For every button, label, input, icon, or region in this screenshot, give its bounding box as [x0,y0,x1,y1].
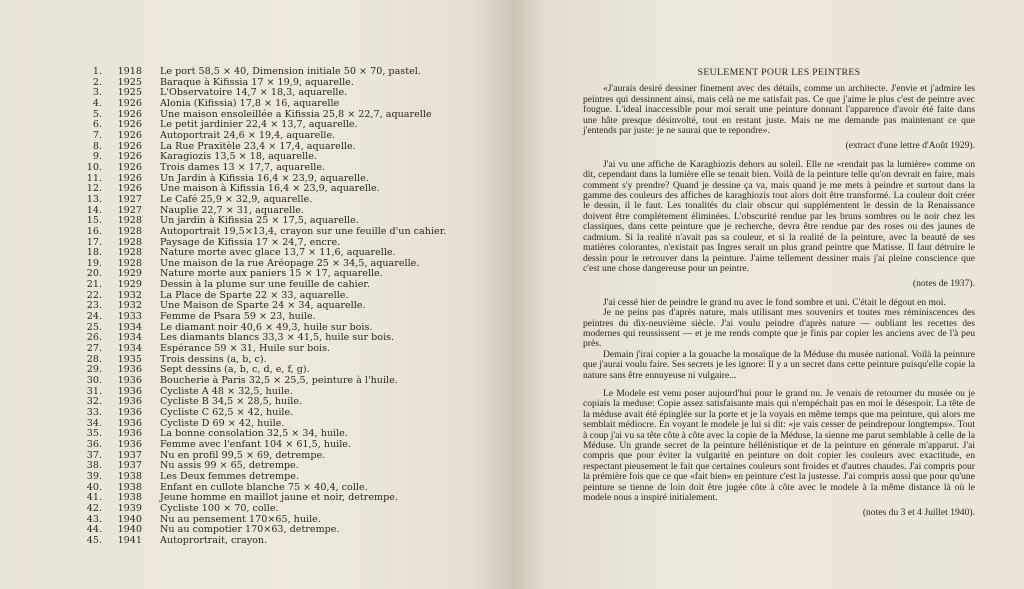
item-year: 1926 [117,183,142,195]
paragraph: Je ne peins pas d'après nature, mais utilisant mes souvenirs et toutes mes réminiscences des peintres du dix-neuvième siècle. J'ai voulu peindre d'après nature — oubliant les recettes des modernes qui reussissent — et je me rends compte que je finis par copier les anciens avec de l'à peu près. [583,307,975,350]
item-year: 1929 [117,268,142,280]
item-title: Cycliste B 34,5 × 28,5, huile. [160,396,303,408]
source-note: (notes de 1937). [912,278,975,290]
item-title: Nu au pensement 170×65, huile. [160,513,321,525]
item-number: 10. [86,161,102,173]
item-number: 39. [86,470,102,482]
item-year: 1928 [117,236,142,248]
item-title: La Place de Sparte 22 × 33, aquarelle. [160,289,349,301]
item-year: 1926 [117,119,142,131]
item-year: 1928 [117,247,142,259]
item-year: 1936 [117,364,142,376]
item-title: Autoprortrait, crayon. [160,534,268,546]
item-year: 1940 [117,524,142,536]
item-number: 37. [86,449,102,461]
item-number: 41. [86,492,102,504]
item-number: 29. [86,364,102,376]
item-number: 12. [86,183,102,195]
item-number: 27. [86,343,102,355]
item-year: 1936 [117,417,142,429]
item-number: 7. [92,129,102,141]
item-year: 1932 [117,300,142,312]
item-number: 44. [86,524,102,536]
item-number: 24. [86,311,102,323]
item-year: 1928 [117,257,142,269]
item-number: 32. [86,396,102,408]
item-year: 1938 [117,481,142,493]
item-title: Cycliste A 48 × 32,5, huile. [160,385,293,397]
item-number: 22. [86,289,102,301]
item-year: 1934 [117,321,142,333]
item-year: 1938 [117,492,142,504]
item-year: 1929 [117,279,142,291]
item-year: 1933 [117,311,142,323]
list-item [80,163,446,174]
paragraph: Le Modele est venu poser aujourd'hui pour le grand nu. Je venais de retourner du musée ou je copiais la meduse: Copie assez satisfaisante mais qui n'empéchait pas en moi le désespoir. La tête de la méduse avait été épinglée sur la porte et je la voyais en même temps que ma peinture, qui alors me semblait médiocre. En voyant le modele je lui si dit: «je vais cesser de peindrepour longtemps». Tout à coup j'ai vu sa tête côte à côte avec la copie de la Méduse, la sienne me parut semblable à celle de la Méduse. Un grande secret de la peinture héllénistique et de la peinture en génerale m'apparut. J'ai compris que pour éviter la vulgarité en peinture on doit copier les couleurs avec exactitude, en respectant pieusement le fait que certaines couleurs sont froides et d'autres chaudes. J'ai compris pour la prémière fois que ce que «fait bien» en peinture c'est la justesse. J'ai compris aussi que pour qu'une peinture se tienne de loin doit être jugée côte à côte avec le modele à la même distance là où le modele nous a inspiré initialement. [583,387,975,504]
item-number: 2. [92,76,102,88]
item-number: 19. [86,257,102,269]
item-number: 1. [92,66,102,77]
page-title: SEULEMENT POUR LES PEINTRES [697,67,861,78]
item-year: 1936 [117,428,142,440]
item-year: 1936 [117,375,142,387]
item-number: 6. [92,119,102,131]
item-year: 1936 [117,438,142,450]
item-year: 1938 [117,470,142,482]
item-number: 30. [86,375,102,387]
item-year: 1934 [117,343,142,355]
item-year: 1927 [117,204,142,216]
item-year: 1935 [117,353,142,365]
item-number: 3. [92,87,102,99]
item-title: Femme avec l'enfant 104 × 61,5, huile. [160,438,352,450]
item-number: 5. [92,108,102,120]
list-item [80,195,446,206]
right-page-text [583,68,975,527]
item-title: Un Jardin à Kifissia 16,4 × 23,9, aquarelle. [160,172,369,184]
item-year: 1926 [117,140,142,152]
item-title: Nu assis 99 × 65, detrempe. [160,460,299,472]
item-year: 1925 [117,87,142,99]
item-year: 1928 [117,215,142,227]
item-number: 45. [86,534,102,546]
paragraph: Demain j'irai copier a la gouache la mosaïque de la Méduse du musée national. Voilà la peinture que j'aurai voulu faire. Ses secrets je les ignore: Il y a un secret dans cette peinture puisqu'elle copie la nature sans être ennuyeuse ni vulgaire... [583,348,975,381]
item-year: 1928 [117,225,142,237]
item-year: 1925 [117,76,142,88]
item-title: Trois dames 13 × 17,7, aquarelle. [160,161,326,173]
item-title: Dessin à la plume sur une feuille de cahier. [160,279,370,291]
item-year: 1940 [117,513,142,525]
item-number: 18. [86,247,102,259]
item-year: 1932 [117,289,142,301]
item-year: 1927 [117,193,142,205]
item-number: 35. [86,428,102,440]
item-title: Boucherie à Paris 32,5 × 25,5, peinture à l'huile. [160,375,398,387]
item-title: Les Deux femmes detrempe. [160,470,300,482]
item-number: 28. [86,353,102,365]
item-title: Karagiozis 13,5 × 18, aquarelle. [160,151,317,163]
item-year: 1937 [117,460,142,472]
item-number: 38. [86,460,102,472]
item-year: 1926 [117,172,142,184]
item-title: Nature morte aux paniers 15 × 17, aquarelle. [160,268,383,280]
item-title: Nauplie 22,7 × 31, aquarelle. [160,204,304,216]
item-number: 26. [86,332,102,344]
item-number: 4. [92,97,102,109]
item-year: 1934 [117,332,142,344]
list-item [80,227,446,238]
item-year: 1926 [117,151,142,163]
item-title: Nu en profil 99,5 × 69, detrempe. [160,449,326,461]
source-note: (notes du 3 et 4 Juillet 1940). [862,507,975,519]
item-number: 20. [86,268,102,280]
item-year: 1939 [117,502,142,514]
paragraph: «J'aurais desiré dessiner finement avec des détails, comme un architecte. J'envie et j'admire les peintres qui dessinnent ainsi, mais celà ne me satisfait pas. Ce que j'aime le plus c'est de peintre avec fougue. L'ideal inaccessible pour moi serait une peinture donnant l'apparence d'avoir été faite dans une hâte presque désinvolté, tout en restant juste. Mais ne me demande pas maintenant ce que j'entends par juste: je ne saurai que te repondre». [583,83,975,137]
item-title: Jeune homme en maillot jaune et noir, detrempe. [160,492,399,504]
item-title: Un jardin à Kifissia 25 × 17,5, aquarelle. [160,215,359,227]
item-title: Nu au compotier 170×63, detrempe. [160,524,340,536]
item-number: 25. [86,321,102,333]
item-title: Espérance 59 × 31, Huile sur bois. [160,343,331,355]
item-title: Les diamants blancs 33,3 × 41,5, huile sur bois. [160,332,395,344]
item-title: Une maison à Kifissia 16,4 × 23,9, aquarelle. [160,183,380,195]
item-number: 15. [86,215,102,227]
item-title: Nature morte avec glace 13,7 × 11,6, aquarelle. [160,247,396,259]
item-number: 16. [86,225,102,237]
item-number: 42. [86,502,102,514]
item-number: 33. [86,407,102,418]
item-year: 1936 [117,407,142,418]
item-number: 43. [86,513,102,525]
item-title: Le petit jardinier 22,4 × 13,7, aquarelle. [160,119,358,131]
item-number: 17. [86,236,102,248]
item-number: 14. [86,204,102,216]
item-title: Cycliste C 62,5 × 42, huile. [160,407,294,418]
item-year: 1926 [117,108,142,120]
catalogue-list [80,67,446,547]
item-title: Femme de Psara 59 × 23, huile. [160,311,316,323]
item-title: Alonia (Kifissia) 17,8 × 16, aquarelle [160,97,340,109]
source-note: (extract d'une lettre d'Août 1929). [845,140,975,152]
item-title: Baraque à Kifissia 17 × 19,9, aquarelle. [160,76,354,88]
item-title: L'Observatoire 14,7 × 18,3, aquarelle. [160,87,348,99]
item-year: 1918 [117,66,142,77]
item-title: Paysage de Kifissia 17 × 24,7, encre. [160,236,341,248]
item-number: 36. [86,438,102,450]
item-title: Cycliste 100 × 70, colle. [160,502,279,514]
item-number: 11. [86,172,102,184]
item-year: 1926 [117,161,142,173]
item-title: Autoportrait 24,6 × 19,4, aquarelle. [160,129,336,141]
item-number: 21. [86,279,102,291]
item-title: Enfant en cullote blanche 75 × 40,4, colle. [160,481,368,493]
paragraph: J'ai cessé hier de peindre le grand nu avec le fond sombre et uni. C'était le dégout en moi. [603,296,946,308]
item-title: Le diamant noir 40,6 × 49,3, huile sur bois. [160,321,373,333]
item-title: Autoportrait 19,5×13,4, crayon sur une feuille d'un cahier. [160,225,447,237]
item-number: 9. [92,151,102,163]
item-title: La Rue Praxitèle 23,4 × 17,4, aquarelle. [160,140,356,152]
paragraph: J'ai vu une affiche de Karaghiozis dehors au soleil. Elle ne «rendait pas la lumière» comme on dit, cependant dans la lumière elle se tenait bien. Voilà de la peinture telle qu'on devrait en faire, mais comment s'y prendre? Quand je dessine ça va, mais quand je me mets à peindre et surtout dans la gamme des couleurs des affiches de karaghiozis tout alors doit être transformé. La couleur doit créer le dessin, il le faut. Les tonalités du clair obscur qui supplémentent le dessin de la Renaissance doivent être complétement éliminées. L'obscurité rendue par les bruns sombres ou le noir chez les classiques, dans cette peinture que je recherche, devra être rendue par des roses ou des jaunes de cadmium. Si la realité n'avait pas sa couleur, et si la realité de la peinture, avec la beauté de ses matières colorantes, n'existait pas Ingres serait un plus grand peintre que Matisse. Il faut détruire le dessin pour le retrouver dans la peinture. J'aime tellement dessiner mais j'ai pleine conscience que c'est une chose dangereuse pour un peintre. [583,158,975,274]
item-number: 40. [86,481,102,493]
item-year: 1936 [117,396,142,408]
item-title: Sept dessins (a, b, c, d, e, f, g). [160,364,310,376]
item-title: Une Maison de Sparte 24 × 34, aquarelle. [160,300,366,312]
item-year: 1936 [117,385,142,397]
item-year: 1937 [117,449,142,461]
item-title: Trois dessins (a, b, c). [160,353,267,365]
item-number: 31. [86,385,102,397]
item-year: 1926 [117,129,142,141]
item-title: Le port 58,5 × 40, Dimension initiale 50 × 70, pastel. [160,66,421,77]
item-number: 34. [86,417,102,429]
item-title: Une maison ensoleillée a Kifissia 25,8 × 22,7, aquarelle [160,108,432,120]
list-item [80,472,446,483]
item-number: 8. [92,140,102,152]
item-title: La bonne consolation 32,5 × 34, huile. [160,428,348,440]
list-item [80,536,446,547]
list-item [80,131,446,142]
item-title: Le Café 25,9 × 32,9, aquarelle. [160,193,313,205]
item-title: Cycliste D 69 × 42, huile. [160,417,285,429]
item-year: 1926 [117,97,142,109]
item-title: Une maison de la rue Aréopage 25 × 34,5, aquarelle. [160,257,420,269]
item-number: 23. [86,300,102,312]
item-number: 13. [86,193,102,205]
list-item [80,504,446,515]
item-year: 1941 [117,534,142,546]
